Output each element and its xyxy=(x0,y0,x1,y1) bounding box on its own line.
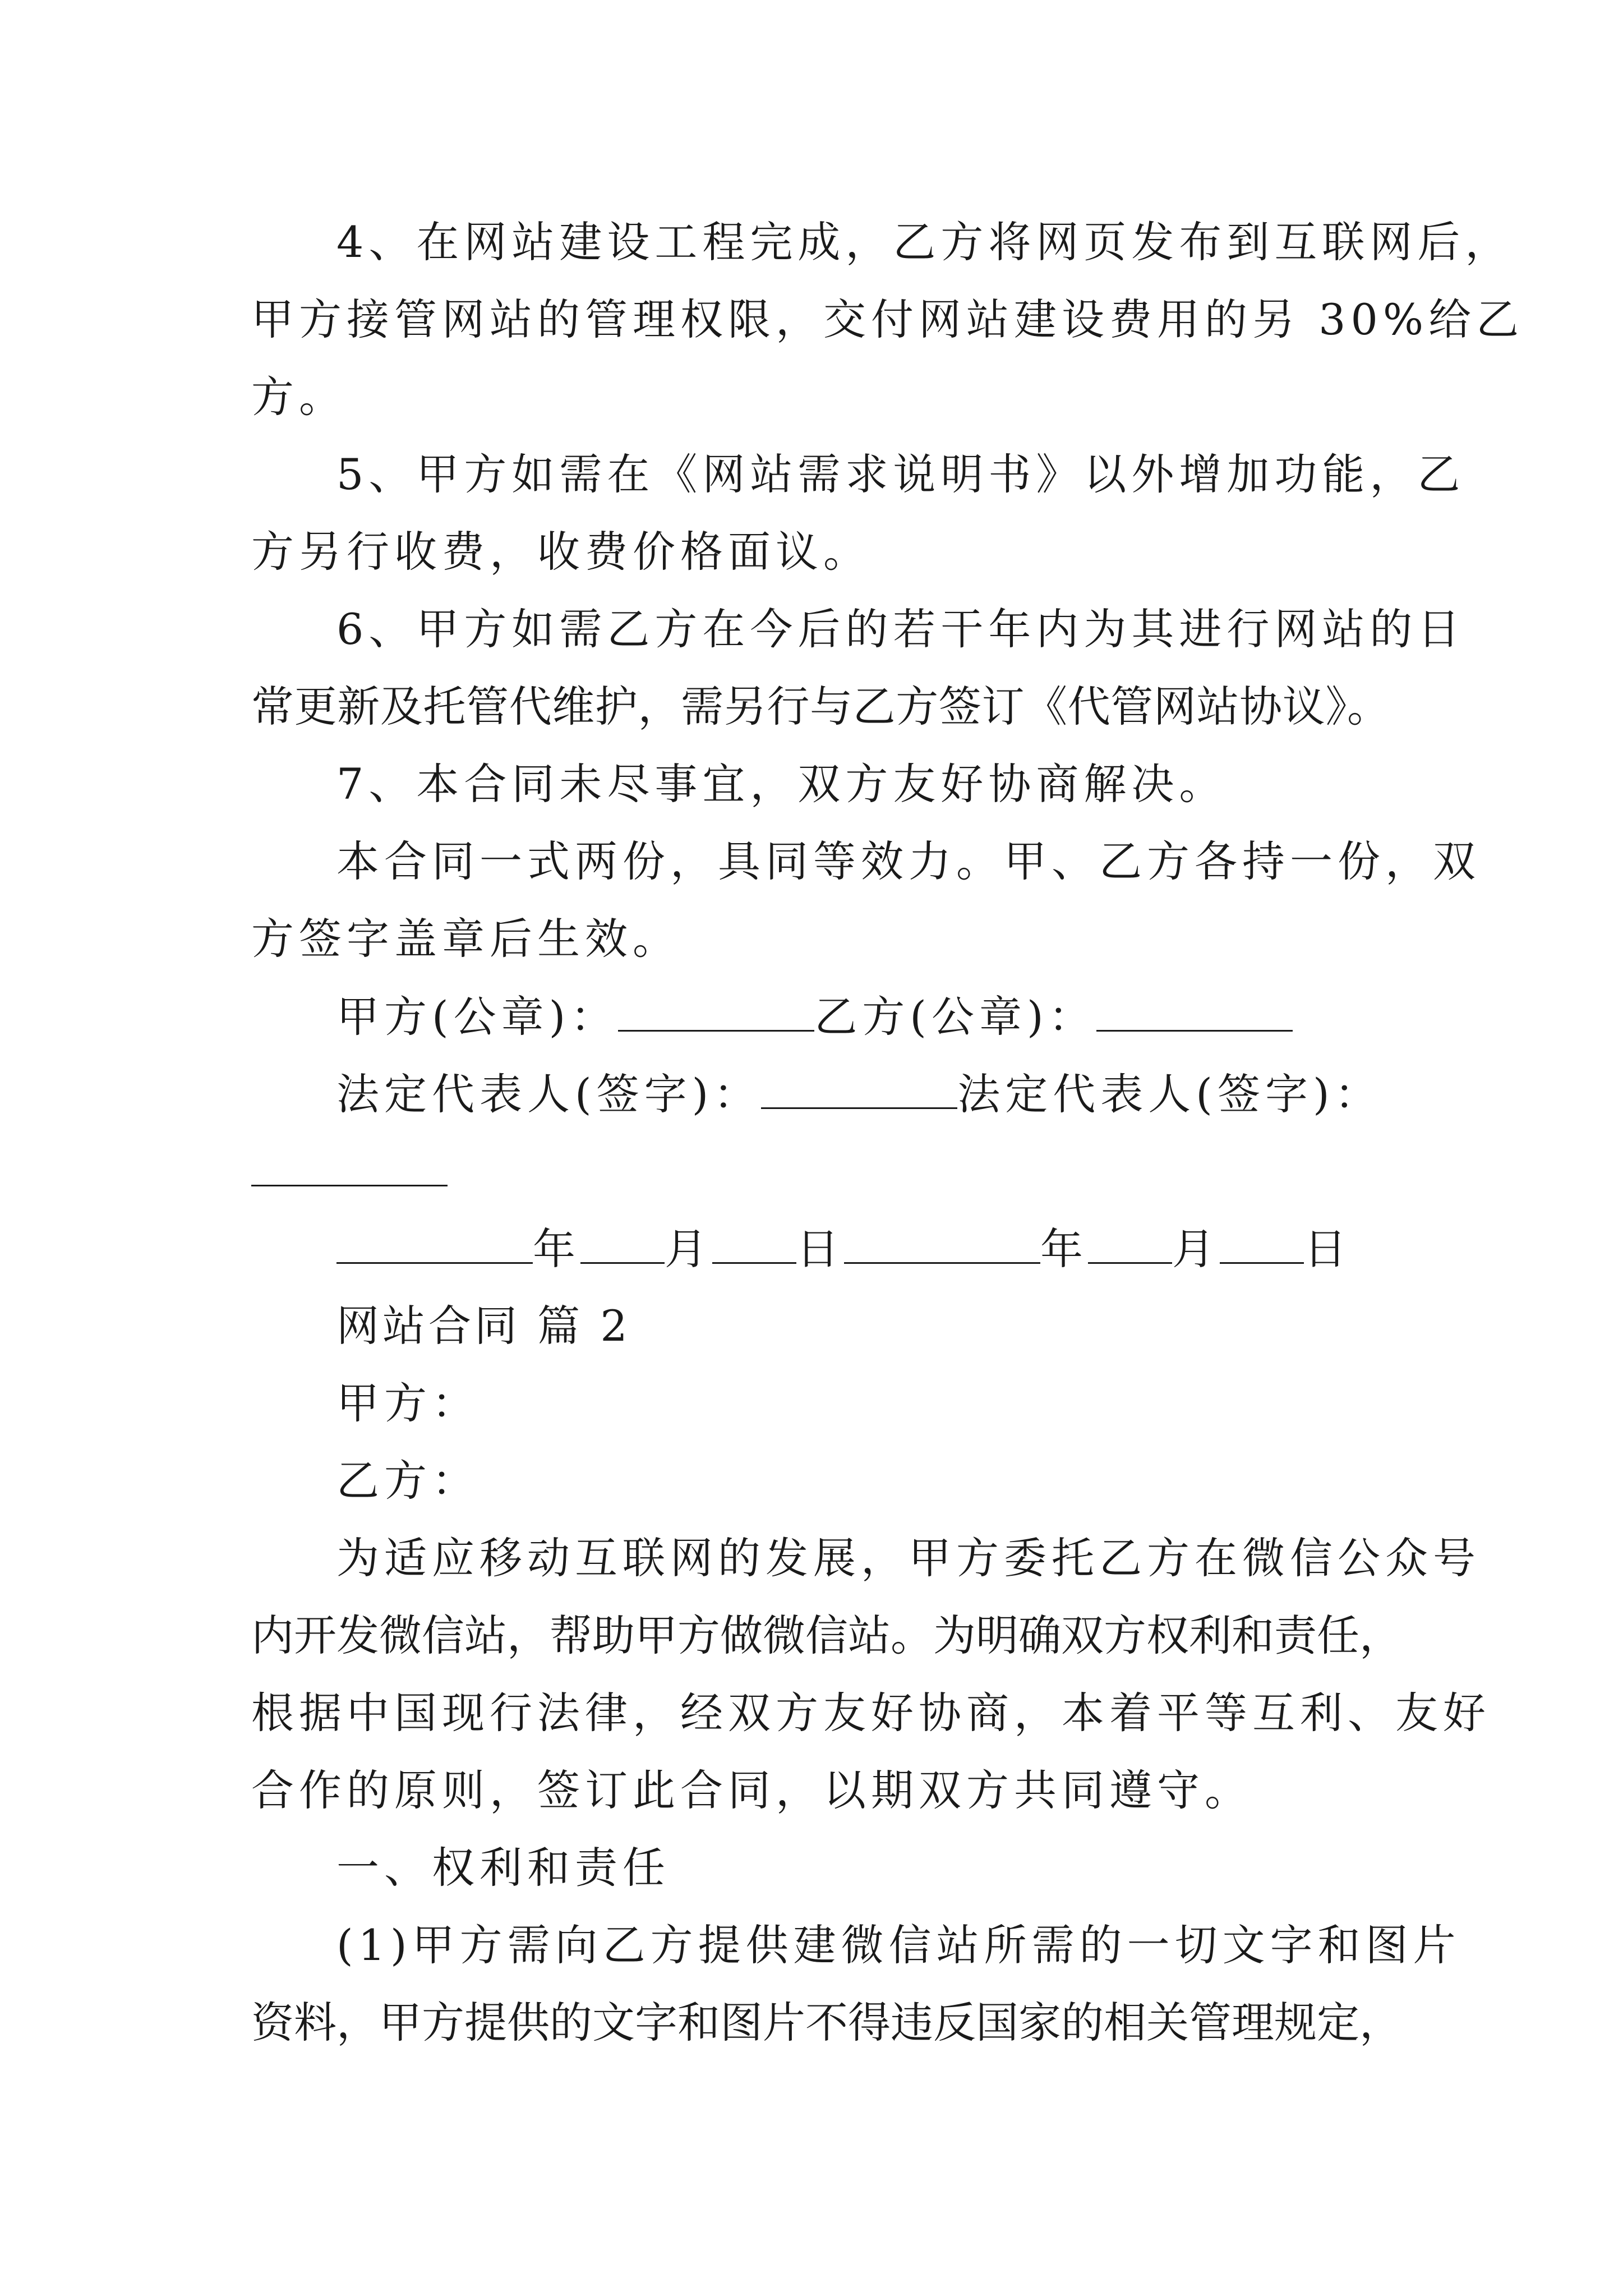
party-a-seal-blank xyxy=(618,995,814,1032)
clause-1-line-1: (1)甲方需向乙方提供建微信站所需的一切文字和图片 xyxy=(336,1920,1461,1970)
seal-line xyxy=(336,992,1293,1042)
date-a-day-blank xyxy=(712,1227,796,1264)
date-b-month: 月 xyxy=(1172,1224,1220,1274)
copies-line-1: 本合同一式两份，具同等效力。甲、乙方各持一份，双 xyxy=(336,836,1481,886)
date-a-day: 日 xyxy=(796,1224,844,1274)
preamble-line-3: 根据中国现行法律，经双方友好协商，本着平等互利、友好 xyxy=(251,1688,1491,1738)
date-a-month-blank xyxy=(580,1227,665,1264)
date-b-month-blank xyxy=(1088,1227,1172,1264)
party-b-seal-blank xyxy=(1096,995,1293,1032)
date-a-blank xyxy=(336,1227,533,1264)
paragraph-5-line-1: 5、甲方如需在《网站需求说明书》以外增加功能，乙 xyxy=(336,449,1465,499)
date-b-day-blank xyxy=(1220,1227,1304,1264)
paragraph-7: 7、本合同未尽事宜，双方友好协商解决。 xyxy=(336,759,1227,809)
legal-rep-a-label: 法定代表人(签字)： xyxy=(336,1069,762,1119)
date-a-year: 年 xyxy=(533,1224,580,1274)
document-page xyxy=(251,0,1524,2296)
paragraph-5-line-2: 方另行收费，收费价格面议。 xyxy=(251,527,871,577)
paragraph-4-line-1: 4、在网站建设工程完成，乙方将网页发布到互联网后， xyxy=(336,217,1513,267)
date-b-blank xyxy=(844,1227,1040,1264)
date-b-day: 日 xyxy=(1304,1224,1352,1274)
date-line xyxy=(336,1224,1352,1274)
legal-rep-b-blank-line xyxy=(251,1150,448,1193)
paragraph-6-line-1: 6、甲方如需乙方在今后的若干年内为其进行网站的日 xyxy=(336,604,1465,654)
legal-rep-a-blank xyxy=(761,1073,957,1109)
paragraph-6-line-2: 常更新及托管代维护，需另行与乙方签订《代管网站协议》。 xyxy=(251,682,1390,731)
date-a-month: 月 xyxy=(665,1224,712,1274)
preamble-line-2: 内开发微信站，帮助甲方做微信站。为明确双方权利和责任， xyxy=(251,1611,1402,1660)
legal-rep-line xyxy=(336,1069,1382,1119)
section-title: 网站合同 篇 2 xyxy=(336,1301,631,1351)
preamble-line-1: 为适应移动互联网的发展，甲方委托乙方在微信公众号 xyxy=(336,1533,1481,1583)
party-b-label: 乙方： xyxy=(336,1456,479,1506)
legal-rep-b-blank xyxy=(251,1150,448,1186)
paragraph-4-line-2: 甲方接管网站的管理权限，交付网站建设费用的另 30%给乙 xyxy=(251,295,1524,344)
party-b-seal-label: 乙方(公章)： xyxy=(814,992,1096,1042)
preamble-line-4: 合作的原则，签订此合同，以期双方共同遵守。 xyxy=(251,1765,1252,1815)
party-a-label: 甲方： xyxy=(336,1378,479,1428)
clause-1-line-2: 资料，甲方提供的文字和图片不得违反国家的相关管理规定， xyxy=(251,1998,1402,2047)
copies-line-2: 方签字盖章后生效。 xyxy=(251,914,680,964)
legal-rep-b-label: 法定代表人(签字)： xyxy=(957,1069,1382,1119)
date-b-year: 年 xyxy=(1040,1224,1088,1274)
party-a-seal-label: 甲方(公章)： xyxy=(336,992,619,1042)
paragraph-4-line-3: 方。 xyxy=(251,372,347,422)
clause-heading-rights: 一、权利和责任 xyxy=(336,1843,670,1893)
